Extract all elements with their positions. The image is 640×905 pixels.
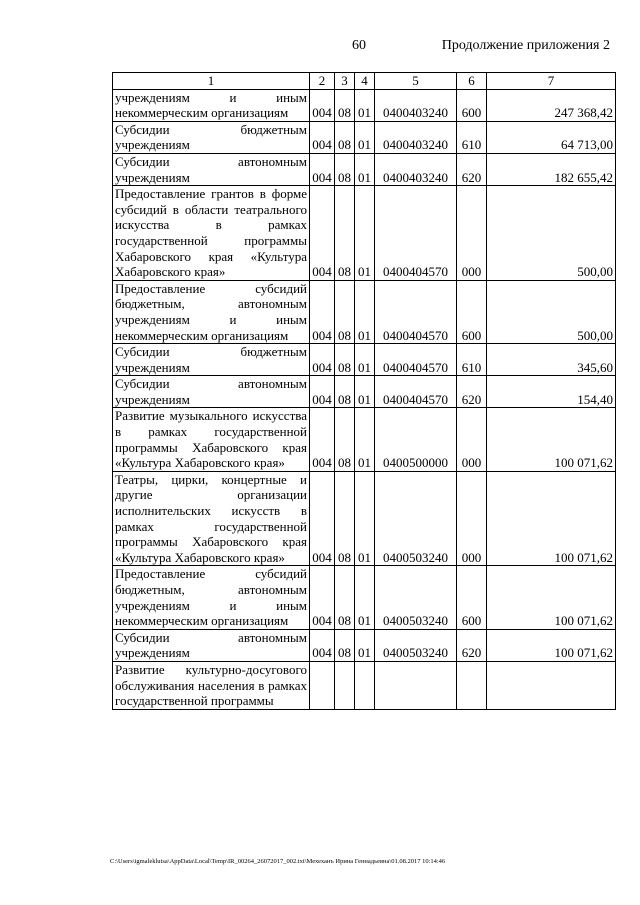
column-header: 2 [310,73,335,90]
row-code-cell: 01 [355,471,375,566]
row-name-cell: Субсидии автономным учреждениям [113,153,310,185]
column-header-row [113,73,616,90]
row-amount-cell: 182 655,42 [487,153,616,185]
column-header: 6 [457,73,487,90]
row-amount-cell: 500,00 [487,280,616,343]
row-code-cell: 01 [355,376,375,408]
row-code-cell: 004 [310,471,335,566]
row-amount-cell: 500,00 [487,186,616,281]
row-code-cell: 08 [335,471,355,566]
row-code-cell: 004 [310,344,335,376]
row-amount-cell [487,661,616,709]
row-code-cell: 01 [355,566,375,629]
row-code-cell [375,661,457,709]
row-code-cell [335,661,355,709]
row-code-cell: 01 [355,629,375,661]
row-name-cell: Предоставление субсидий бюджетным, автономным учреждениям и иным некоммерческим организациям [113,566,310,629]
row-code-cell: 0400404570 [375,280,457,343]
row-code-cell: 08 [335,376,355,408]
column-header: 7 [487,73,616,90]
row-code-cell: 08 [335,344,355,376]
row-code-cell: 004 [310,89,335,121]
row-code-cell: 000 [457,408,487,471]
table-row [113,344,616,376]
row-name-cell: Предоставление субсидий бюджетным, автономным учреждениям и иным некоммерческим организациям [113,280,310,343]
row-code-cell: 620 [457,153,487,185]
row-code-cell: 0400403240 [375,153,457,185]
row-code-cell: 004 [310,186,335,281]
row-amount-cell: 64 713,00 [487,121,616,153]
row-code-cell: 0400403240 [375,89,457,121]
row-code-cell: 01 [355,89,375,121]
row-code-cell: 600 [457,89,487,121]
row-code-cell: 01 [355,408,375,471]
table-row [113,89,616,121]
row-name-cell: Развитие музыкального искусства в рамках государственной программы Хабаровского края «Культура Хабаровского края» [113,408,310,471]
row-amount-cell: 100 071,62 [487,408,616,471]
row-code-cell: 0400503240 [375,566,457,629]
table-row [113,566,616,629]
row-code-cell: 610 [457,344,487,376]
row-code-cell: 004 [310,121,335,153]
table-row [113,121,616,153]
page-header [0,38,640,58]
row-code-cell: 08 [335,121,355,153]
table-row [113,471,616,566]
row-code-cell: 0400503240 [375,629,457,661]
row-code-cell: 600 [457,566,487,629]
row-code-cell: 620 [457,629,487,661]
row-code-cell: 0400404570 [375,186,457,281]
row-code-cell: 08 [335,566,355,629]
row-amount-cell: 100 071,62 [487,566,616,629]
table-row [113,376,616,408]
row-code-cell [310,661,335,709]
row-code-cell: 600 [457,280,487,343]
row-code-cell: 004 [310,280,335,343]
row-code-cell: 004 [310,629,335,661]
column-header: 1 [113,73,310,90]
row-code-cell: 620 [457,376,487,408]
table-row [113,186,616,281]
row-code-cell: 004 [310,376,335,408]
row-code-cell: 0400500000 [375,408,457,471]
table-row [113,629,616,661]
row-code-cell: 01 [355,186,375,281]
row-code-cell: 08 [335,629,355,661]
table-row [113,153,616,185]
row-name-cell: Предоставление грантов в форме субсидий в области театрального искусства в рамках государственной программы Хабаровского края «Культура Хабаровского края» [113,186,310,281]
column-header: 5 [375,73,457,90]
continuation-label: Продолжение приложения 2 [441,38,610,53]
row-name-cell: Субсидии автономным учреждениям [113,629,310,661]
row-name-cell: Субсидии бюджетным учреждениям [113,121,310,153]
row-code-cell: 01 [355,280,375,343]
column-header: 3 [335,73,355,90]
row-code-cell: 0400404570 [375,376,457,408]
row-code-cell: 004 [310,408,335,471]
footer-file-path: C:\Users\igmaleklutsa\AppData\Local\Temp\IR_00264_26072017_002.txt\Мехеханъ Ирина Геннадьевна\01.08.2017 10:14:46 [110,858,446,865]
column-header: 4 [355,73,375,90]
row-code-cell: 08 [335,186,355,281]
table-row [113,408,616,471]
budget-table [112,72,616,710]
table-row [113,661,616,709]
row-name-cell: Развитие культурно-досугового обслуживания населения в рамках государственной программы [113,661,310,709]
row-amount-cell: 154,40 [487,376,616,408]
row-code-cell: 01 [355,153,375,185]
row-code-cell: 01 [355,121,375,153]
table-body [113,89,616,709]
row-code-cell: 0400503240 [375,471,457,566]
row-code-cell: 004 [310,566,335,629]
row-name-cell: Субсидии автономным учреждениям [113,376,310,408]
row-code-cell: 08 [335,280,355,343]
row-name-cell: Субсидии бюджетным учреждениям [113,344,310,376]
row-code-cell: 0400404570 [375,344,457,376]
row-code-cell: 08 [335,408,355,471]
row-code-cell: 000 [457,471,487,566]
row-code-cell: 000 [457,186,487,281]
table-row [113,280,616,343]
row-code-cell [457,661,487,709]
row-amount-cell: 100 071,62 [487,629,616,661]
row-amount-cell: 247 368,42 [487,89,616,121]
row-code-cell: 08 [335,89,355,121]
row-amount-cell: 100 071,62 [487,471,616,566]
row-name-cell: Театры, цирки, концертные и другие организации исполнительских искусств в рамках государственной программы Хабаровского края «Культура Хабаровского края» [113,471,310,566]
row-amount-cell: 345,60 [487,344,616,376]
row-code-cell: 610 [457,121,487,153]
row-name-cell: учреждениям и иным некоммерческим организациям [113,89,310,121]
row-code-cell: 01 [355,344,375,376]
row-code-cell: 0400403240 [375,121,457,153]
row-code-cell: 08 [335,153,355,185]
row-code-cell: 004 [310,153,335,185]
page-number: 60 [352,38,366,53]
row-code-cell [355,661,375,709]
